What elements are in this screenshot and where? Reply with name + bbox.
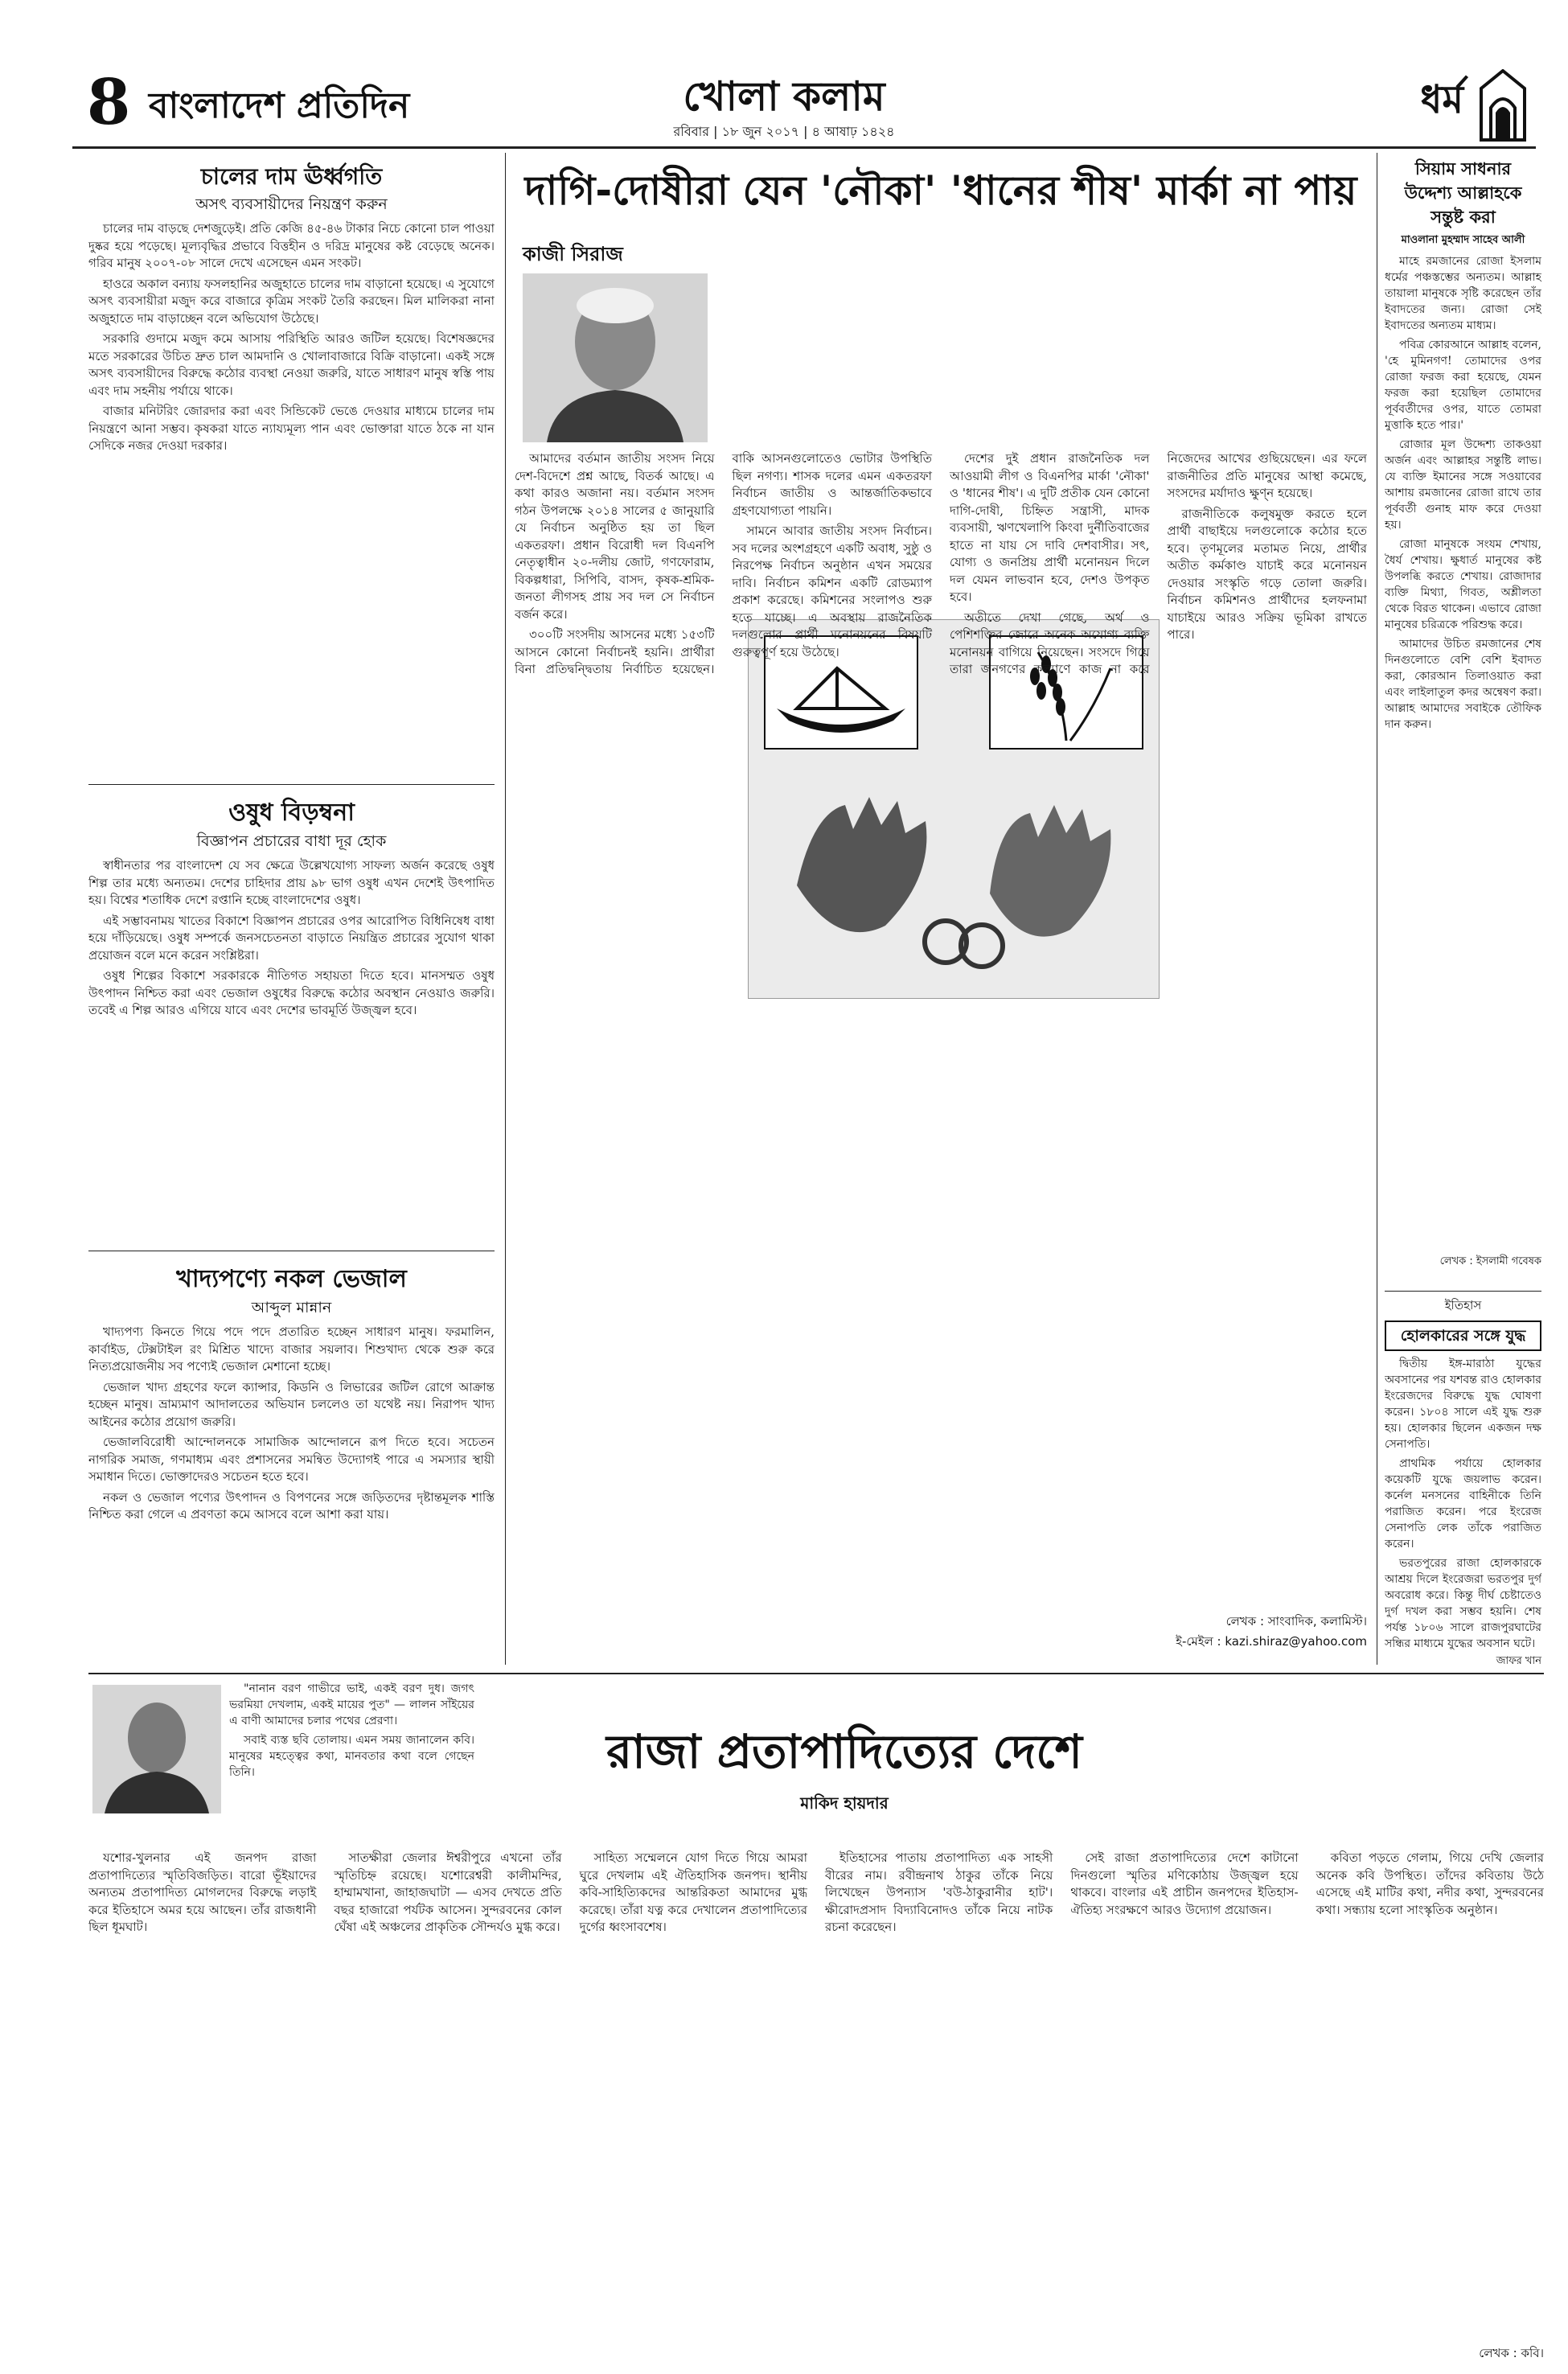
paragraph: সরকারি গুদামে মজুদ কমে আসায় পরিস্থিতি আরও জটিল হয়েছে। বিশেষজ্ঞদের মতে সরকারের উচিত দ্রুত চাল আমদানি ও খোলাবাজারে বিক্রি বাড়ানো। একই সঙ্গে অসৎ ব্যবসায়ীদের বিরুদ্ধে কঠোর ব্যবস্থা নেওয়া জরুরি, যাতে সাধারণ মানুষ স্বস্তি পায় এবং দাম সহনীয় পর্যায়ে থাকে। xyxy=(88,331,495,398)
article-title: চালের দাম ঊর্ধ্বগতি xyxy=(200,163,383,190)
masthead-rule xyxy=(72,146,1536,149)
paragraph: ইতিহাসের পাতায় প্রতাপাদিত্য এক সাহসী বীরের নাম। রবীন্দ্রনাথ ঠাকুর তাঁকে নিয়ে লিখেছেন উপন্যাস 'বউ-ঠাকুরানীর হাট'। ক্ষীরোদপ্রসাদ বিদ্যাবিনোদও তাঁকে নিয়ে নাটক রচনা করেছেন। xyxy=(824,1850,1053,1934)
paragraph: খাদ্যপণ্য কিনতে গিয়ে পদে পদে প্রতারিত হচ্ছেন সাধারণ মানুষ। ফরমালিন, কার্বাইড, টেক্সটাইল রং মিশ্রিত খাদ্যে বাজার সয়লাব। শিশুখাদ্য থেকে শুরু করে নিত্যপ্রয়োজনীয় সব পণ্যেই ভেজাল মেশানো হচ্ছে। xyxy=(88,1325,495,1374)
medicine-article xyxy=(88,796,495,1235)
paragraph: ৩০০টি সংসদীয় আসনের মধ্যে ১৫৩টি আসনে কোনো নির্বাচনই হয়নি। প্রার্থীরা বিনা প্রতিদ্বন্দ্বিতায় নির্বাচিত হয়েছেন। বাকি আসনগুলোতেও ভোটার উপস্থিতি ছিল নগণ্য। শাসক দলের এমন একতরফা নির্বাচন জাতীয় ও আন্তর্জাতিকভাবে গ্রহণযোগ্যতা পায়নি। xyxy=(515,451,932,676)
history-label: ইতিহাস xyxy=(1444,1298,1482,1312)
food-adulteration-article xyxy=(88,1263,495,1657)
article-title-line: সন্তুষ্ট করা xyxy=(1430,207,1496,227)
paragraph: রোজা মানুষকে সংযম শেখায়, ধৈর্য শেখায়। ক্ষুধার্ত মানুষের কষ্ট উপলব্ধি করতে শেখায়। রোজাদার ব্যক্তি মিথ্যা, গিবত, অশ্লীলতা থেকে বিরত থাকেন। এভাবে রোজা মানুষের চরিত্রকে পরিশুদ্ধ করে। xyxy=(1385,538,1541,631)
bottom-article-body xyxy=(88,1850,1544,2340)
paragraph: প্রাথমিক পর্যায়ে হোলকার কয়েকটি যুদ্ধে জয়লাভ করেন। কর্নেল মনসনের বাহিনীকে তিনি পরাজিত করেন। পরে ইংরেজ সেনাপতি লেক তাঁকে পরাজিত করেন। xyxy=(1385,1457,1541,1550)
section-title: খোলা কলাম xyxy=(683,73,885,120)
paragraph: সাতক্ষীরা জেলার ঈশ্বরীপুরে এখনো তাঁর স্মৃতিচিহ্ন রয়েছে। যশোরেশ্বরী কালীমন্দির, হাম্মামখানা, জাহাজঘাটা — এসব দেখতে প্রতি বছর হাজারো পর্যটক আসেন। সুন্দরবনের কোল ঘেঁষা এই অঞ্চলের প্রাকৃতিক সৌন্দর্যও মুগ্ধ করে। xyxy=(334,1850,562,1934)
paragraph: দেশের দুই প্রধান রাজনৈতিক দল আওয়ামী লীগ ও বিএনপির মার্কা 'নৌকা' ও 'ধানের শীষ'। এ দুটি প্রতীক যেন কোনো দাগি-দোষী, চিহ্নিত সন্ত্রাসী, মাদক ব্যবসায়ী, ঋণখেলাপি কিংবা দুর্নীতিবাজের হাতে না যায় সে দাবি দেশবাসীর। সৎ, যোগ্য ও জনপ্রিয় প্রার্থী মনোনয়ন দিলে দল যেমন লাভবান হবে, দেশও উপকৃত হবে। xyxy=(950,451,1150,604)
article-body xyxy=(88,857,495,1235)
bottom-headline: রাজা প্রতাপাদিত্যের দেশে xyxy=(606,1724,1082,1779)
bottom-section-rule xyxy=(88,1673,1544,1674)
paragraph: এই সম্ভাবনাময় খাতের বিকাশে বিজ্ঞাপন প্রচারের ওপর আরোপিত বিধিনিষেধ বাধা হয়ে দাঁড়িয়েছে। ওষুধ সম্পর্কে জনসচেতনতা বাড়াতে নিয়ন্ত্রিত প্রচারের সুযোগ থাকা প্রয়োজন বলে মনে করেন সংশ্লিষ্টরা। xyxy=(88,913,495,963)
paragraph: সেই রাজা প্রতাপাদিত্যের দেশে কাটানো দিনগুলো স্মৃতির মণিকোঠায় উজ্জ্বল হয়ে থাকবে। বাংলার এই প্রাচীন জনপদের ইতিহাস-ঐতিহ্য সংরক্ষণে আরও উদ্যোগ প্রয়োজন। xyxy=(1070,1850,1299,1917)
paragraph: আমাদের উচিত রমজানের শেষ দিনগুলোতে বেশি বেশি ইবাদত করা, কোরআন তিলাওয়াত করা এবং লাইলাতুল কদর অন্বেষণ করা। আল্লাহ আমাদের সবাইকে তৌফিক দান করুন। xyxy=(1385,638,1541,731)
main-footer-label: লেখক : সাংবাদিক, কলামিস্ট। xyxy=(1225,1614,1367,1629)
paragraph: কবিতা পড়তে গেলাম, গিয়ে দেখি জেলার অনেক কবি উপস্থিত। তাঁদের কবিতায় উঠে এসেছে এই মাটির কথা, নদীর কথা, সুন্দরবনের কথা। সন্ধ্যায় হলো সাংস্কৃতিক অনুষ্ঠান। xyxy=(1316,1850,1544,1917)
paragraph: হাওরে অকাল বন্যায় ফসলহানির অজুহাতে চালের দাম বাড়ানো হয়েছে। এ সুযোগে অসৎ ব্যবসায়ীরা মজুদ করে বাজারে কৃত্রিম সংকট তৈরি করছেন। মিল মালিকরা নানা অজুহাতে দাম বাড়াচ্ছেন বলে অভিযোগ উঠেছে। xyxy=(88,276,495,326)
section-rule xyxy=(1385,1291,1541,1292)
article-title-line: উদ্দেশ্য আল্লাহকে xyxy=(1404,183,1522,203)
section-rule xyxy=(88,784,495,785)
paragraph: রাজনীতিকে কলুষমুক্ত করতে হলে প্রার্থী বাছাইয়ে দলগুলোকে কঠোর হতে হবে। তৃণমূলের মতামত নিয়ে, প্রার্থীর অতীত কর্মকাণ্ড যাচাই করে মনোনয়ন দেওয়ার সংস্কৃতি গড়ে তোলা জরুরি। নির্বাচন কমিশনও প্রার্থীদের হলফনামা যাচাইয়ে আরও সক্রিয় ভূমিকা রাখতে পারে। xyxy=(1167,506,1367,642)
paragraph: চালের দাম বাড়ছে দেশজুড়েই। প্রতি কেজি ৪৫-৪৬ টাকার নিচে কোনো চাল পাওয়া দুষ্কর হয়ে পড়েছে। মূল্যবৃদ্ধির প্রভাবে বিত্তহীন ও দরিদ্র মানুষের কষ্ট বেড়েছে অনেক। গরিব মানুষ ২০০৭-০৮ সালে দেখে এসেছেন এমন সংকট। xyxy=(88,221,495,270)
paragraph: পবিত্র কোরআনে আল্লাহ বলেন, 'হে মুমিনগণ! তোমাদের ওপর রোজা ফরজ করা হয়েছে, যেমন ফরজ করা হয়েছিল তোমাদের পূর্ববর্তীদের ওপর, যাতে তোমরা মুত্তাকি হতে পার।' xyxy=(1385,339,1541,432)
article-body xyxy=(88,220,495,791)
article-author: আব্দুল মান্নান xyxy=(251,1299,332,1316)
bottom-footer: লেখক : কবি। xyxy=(1479,2346,1544,2360)
siyam-article xyxy=(1385,157,1541,1270)
paragraph: ভেজাল খাদ্য গ্রহণের ফলে ক্যান্সার, কিডনি ও লিভারের জটিল রোগে আক্রান্ত হচ্ছেন মানুষ। ভ্রাম্যমাণ আদালতের অভিযান চললেও তা যথেষ্ট নয়। নিরাপদ খাদ্য আইনের কঠোর প্রয়োগ জরুরি। xyxy=(88,1379,495,1429)
article-body xyxy=(88,1324,495,1657)
paragraph: আমাদের বর্তমান জাতীয় সংসদ নিয়ে দেশ-বিদেশে প্রশ্ন আছে, বিতর্ক আছে। এ কথা কারও অজানা নয়। বর্তমান সংসদ গঠন উপলক্ষে ২০১৪ সালের ৫ জানুয়ারি যে নির্বাচন অনুষ্ঠিত হয় তা ছিল একতরফা। প্রধান বিরোধী দল বিএনপি নেতৃত্বাধীন ২০-দলীয় জোট, গণফোরাম, বিকল্পধারা, সিপিবি, বাসদ, কৃষক-শ্রমিক-জনতা লীগসহ প্রায় সব দল সে নির্বাচন বর্জন করে। xyxy=(515,451,715,622)
paragraph: দ্বিতীয় ইঙ্গ-মারাঠা যুদ্ধের অবসানের পর যশবন্ত রাও হোলকার ইংরেজদের বিরুদ্ধে যুদ্ধ ঘোষণা করেন। ১৮০৪ সালে এই যুদ্ধ শুরু হয়। হোলকার ছিলেন একজন দক্ষ সেনাপতি। xyxy=(1385,1357,1541,1451)
article-title: ওষুধ বিড়ম্বনা xyxy=(228,799,355,827)
bottom-poem xyxy=(229,1681,474,1842)
article-title-line: সিয়াম সাধনার xyxy=(1414,159,1512,179)
article-author: মাওলানা মুহম্মাদ সাহেব আলী xyxy=(1401,234,1525,246)
bottom-author: মাকিদ হায়দার xyxy=(800,1793,889,1813)
main-author: কাজী সিরাজ xyxy=(523,243,623,265)
paragraph: সবাই ব্যস্ত ছবি তোলায়। এমন সময় জানালেন কবি। মানুষের মহত্ত্বের কথা, মানবতার কথা বলে গেছেন তিনি। xyxy=(229,1734,474,1779)
article-title: খাদ্যপণ্যে নকল ভেজাল xyxy=(176,1265,407,1293)
left-column-divider xyxy=(505,153,506,1665)
paragraph: ওষুধ শিল্পের বিকাশে সরকারকে নীতিগত সহায়তা দিতে হবে। মানসম্মত ওষুধ উৎপাদন নিশ্চিত করা এবং ভেজাল ওষুধের বিরুদ্ধে কঠোর অবস্থান নেওয়াও জরুরি। তবেই এ শিল্প আরও এগিয়ে যাবে এবং দেশের ভাবমূর্তি উজ্জ্বল হবে। xyxy=(88,968,495,1017)
paper-name: বাংলাদেশ প্রতিদিন xyxy=(149,85,410,126)
article-body xyxy=(1385,253,1541,1251)
article-subtitle: অসৎ ব্যবসায়ীদের নিয়ন্ত্রণ করুন xyxy=(195,195,388,213)
rice-price-article xyxy=(88,161,495,791)
article-body xyxy=(1385,1356,1541,1653)
article-subtitle: বিজ্ঞাপন প্রচারের বাধা দূর হোক xyxy=(196,832,387,850)
religion-section-label: ধর্ম xyxy=(1420,77,1463,122)
bottom-author-photo xyxy=(92,1685,221,1813)
article-title: হোলকারের সঙ্গে যুদ্ধ xyxy=(1385,1320,1541,1351)
main-article-body xyxy=(515,450,1367,1608)
masthead xyxy=(0,0,1568,153)
paragraph: নকল ও ভেজাল পণ্যের উৎপাদন ও বিপণনের সঙ্গে জড়িতদের দৃষ্টান্তমূলক শাস্তি নিশ্চিত করা গেলে এ প্রবণতা কমে আসবে বলে আশা করা যায়। xyxy=(88,1489,495,1522)
main-article xyxy=(515,161,1367,1665)
main-headline: দাগি-দোষীরা যেন 'নৌকা' 'ধানের শীষ' মার্কা না পায় xyxy=(524,167,1357,214)
paragraph: মাহে রমজানের রোজা ইসলাম ধর্মের পঞ্চস্তম্ভের অন্যতম। আল্লাহ তায়ালা মানুষকে সৃষ্টি করেছেন তাঁর ইবাদতের জন্য। রোজা সেই ইবাদতের অন্যতম মাধ্যম। xyxy=(1385,255,1541,332)
paragraph: ভেজালবিরোধী আন্দোলনকে সামাজিক আন্দোলনে রূপ দিতে হবে। সচেতন নাগরিক সমাজ, গণমাধ্যম এবং প্রশাসনের সমন্বিত উদ্যোগই পারে এ সমস্যার স্থায়ী সমাধান দিতে। ভোক্তাদেরও সচেতন হতে হবে। xyxy=(88,1435,495,1484)
holkar-article xyxy=(1385,1320,1541,1670)
page-number: 8 xyxy=(87,66,131,139)
main-article-text xyxy=(515,450,1367,1608)
paragraph: ভরতপুরের রাজা হোলকারকে আশ্রয় দিলে ইংরেজরা ভরতপুর দুর্গ অবরোধ করে। কিন্তু দীর্ঘ চেষ্টাতেও দুর্গ দখল করা সম্ভব হয়নি। শেষ পর্যন্ত ১৮০৬ সালে রাজপুরঘাটের সন্ধির মাধ্যমে যুদ্ধের অবসান ঘটে। xyxy=(1385,1557,1541,1650)
date-line: রবিবার | ১৮ জুন ২০১৭ | ৪ আষাঢ় ১৪২৪ xyxy=(673,124,895,139)
author-photo xyxy=(523,273,708,442)
paragraph: যশোর-খুলনার এই জনপদ রাজা প্রতাপাদিত্যের স্মৃতিবিজড়িত। বারো ভূঁইয়াদের অন্যতম প্রতাপাদিত্য মোগলদের বিরুদ্ধে লড়াই করে ইতিহাসে অমর হয়ে আছেন। তাঁর রাজধানী ছিল ধূমঘাট। xyxy=(88,1850,317,1934)
article-footer: লেখক : ইসলামী গবেষক xyxy=(1439,1255,1541,1267)
paragraph: অতীতে দেখা গেছে, অর্থ ও পেশিশক্তির জোরে অনেক অযোগ্য ব্যক্তি মনোনয়ন বাগিয়ে নিয়েছেন। সংসদে গিয়ে তারা জনগণের কল্যাণে কাজ না করে নিজেদের আখের গুছিয়েছেন। এর ফলে রাজনীতির প্রতি মানুষের আস্থা কমেছে, সংসদের মর্যাদাও ক্ষুণ্ন হয়েছে। xyxy=(950,451,1367,676)
paragraph: সামনে আবার জাতীয় সংসদ নির্বাচন। সব দলের অংশগ্রহণে একটি অবাধ, সুষ্ঠু ও নিরপেক্ষ নির্বাচন অনুষ্ঠান এখন সময়ের দাবি। নির্বাচন কমিশন একটি রোডম্যাপ প্রকাশ করেছে। কমিশনের সংলাপও শুরু হতে যাচ্ছে। এ অবস্থায় রাজনৈতিক দলগুলোর প্রার্থী মনোনয়নের বিষয়টি গুরুত্বপূর্ণ হয়ে উঠেছে। xyxy=(732,524,932,659)
main-footer-email: ই-মেইল : kazi.shiraz@yahoo.com xyxy=(1176,1634,1367,1649)
paragraph: সাহিত্য সম্মেলনে যোগ দিতে গিয়ে আমরা ঘুরে দেখলাম এই ঐতিহাসিক জনপদ। স্থানীয় কবি-সাহিত্যিকদের আন্তরিকতা আমাদের মুগ্ধ করেছে। তাঁরা যত্ন করে দেখালেন প্রতাপাদিত্যের দুর্গের ধ্বংসাবশেষ। xyxy=(579,1850,807,1934)
bottom-article-text xyxy=(88,1850,1544,2340)
article-footer: জাফর খান xyxy=(1496,1655,1541,1667)
paragraph: বাজার মনিটরিং জোরদার করা এবং সিন্ডিকেট ভেঙে দেওয়ার মাধ্যমে চালের দাম নিয়ন্ত্রণে আনা সম্ভব। কৃষকরা যাতে ন্যায্যমূল্য পান এবং ভোক্তারা যাতে ঠকে না যান সেদিকে নজর দেওয়া দরকার। xyxy=(88,404,495,453)
paragraph: স্বাধীনতার পর বাংলাদেশ যে সব ক্ষেত্রে উল্লেখযোগ্য সাফল্য অর্জন করেছে ওষুধ শিল্প তার মধ্যে অন্যতম। দেশের চাহিদার প্রায় ৯৮ ভাগ ওষুধ এখন দেশেই উৎপাদিত হয়। বিশ্বের শতাধিক দেশে রপ্তানি হচ্ছে বাংলাদেশের ওষুধ। xyxy=(88,858,495,907)
paragraph: "নানান বরণ গাভীরে ভাই, একই বরণ দুধ। জগৎ ভরমিয়া দেখলাম, একই মায়ের পুত" — লালন সাঁইয়ের এ বাণী আমাদের চলার পথের প্রেরণা। xyxy=(229,1682,474,1727)
paragraph: রোজার মূল উদ্দেশ্য তাকওয়া অর্জন এবং আল্লাহর সন্তুষ্টি লাভ। যে ব্যক্তি ইমানের সঙ্গে সওয়াবের আশায় রমজানের রোজা রাখে তার পূর্ববর্তী গুনাহ মাফ করে দেওয়া হয়। xyxy=(1385,438,1541,532)
mosque-arch-icon xyxy=(1478,69,1528,142)
